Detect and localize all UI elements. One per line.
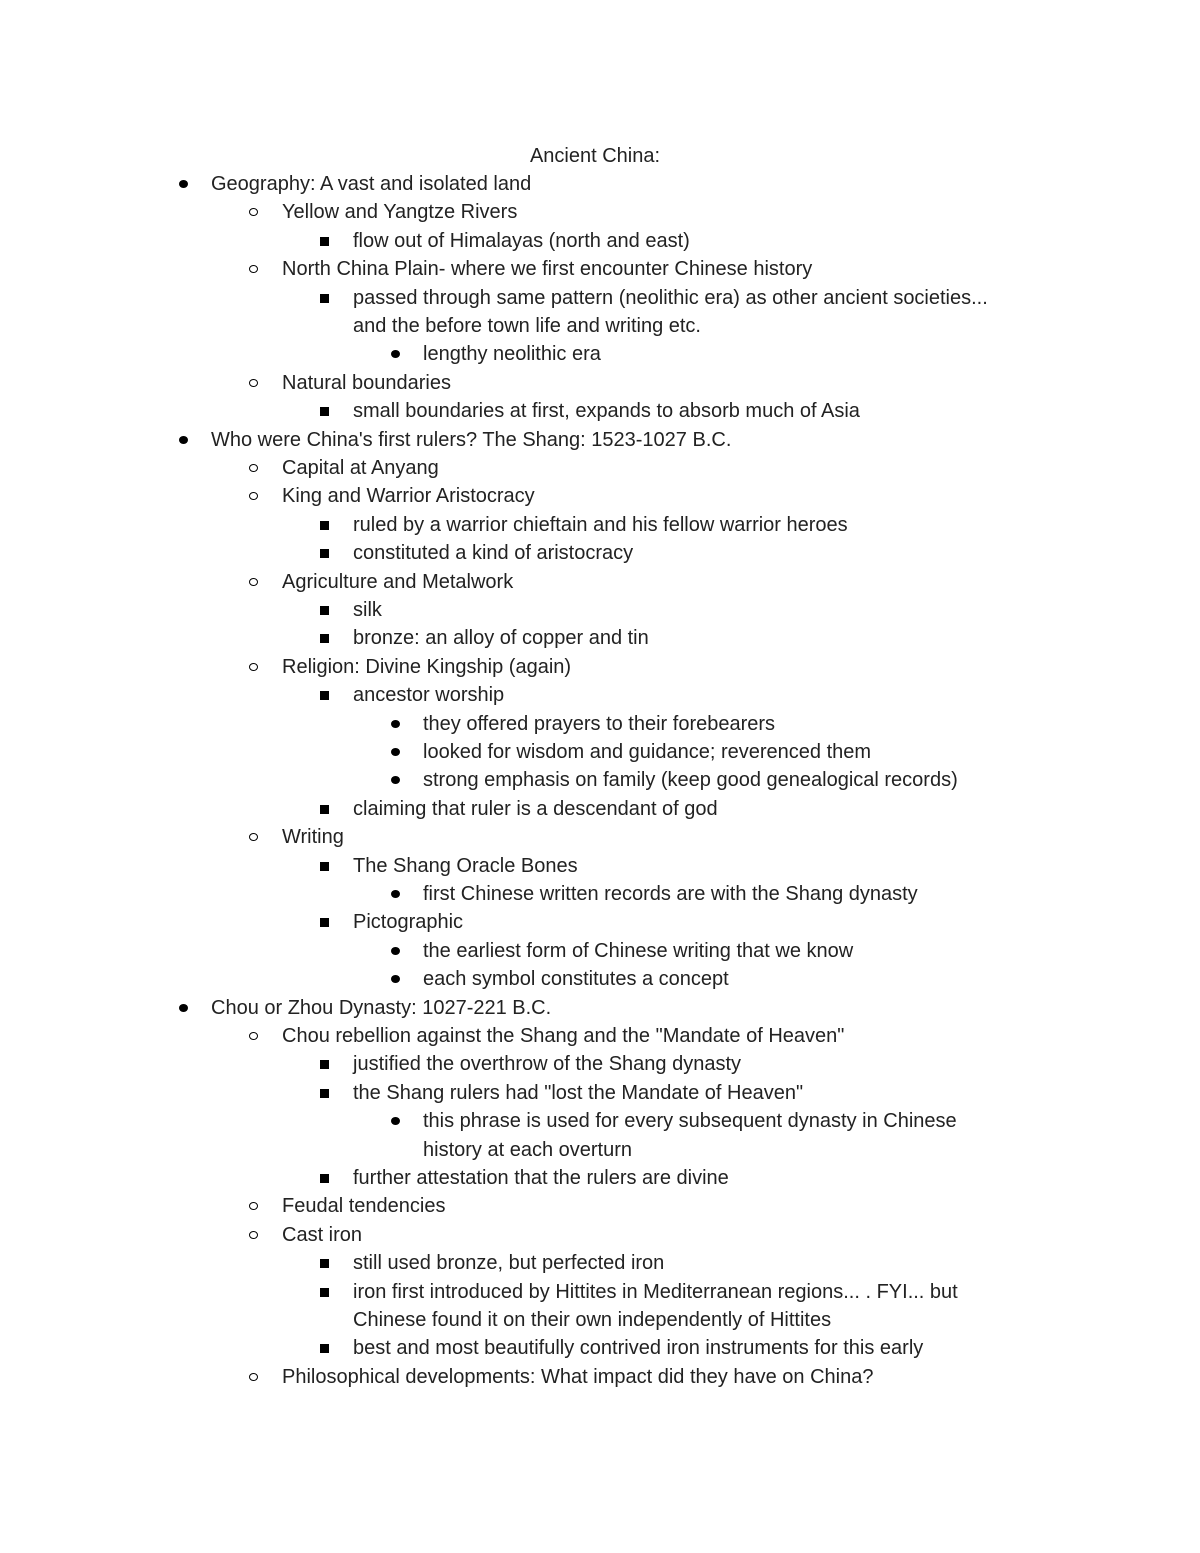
filled-dot-bullet-icon (391, 975, 400, 983)
square-bullet-icon (320, 549, 329, 558)
filled-dot-bullet-icon (391, 748, 400, 756)
outline-item-level-3: constituted a kind of aristocracy (353, 542, 634, 565)
filled-dot-bullet-icon (179, 436, 188, 444)
hollow-circle-bullet-icon (249, 1373, 258, 1381)
outline-item-level-4: lengthy neolithic era (423, 343, 601, 366)
outline-item-level-1: Geography: A vast and isolated land (211, 173, 532, 195)
outline-item-level-4: this phrase is used for every subsequent dynasty in Chinese (423, 1110, 957, 1133)
square-bullet-icon (320, 1174, 329, 1183)
filled-dot-bullet-icon (391, 776, 400, 784)
square-bullet-icon (320, 1089, 329, 1098)
filled-dot-bullet-icon (179, 1004, 188, 1012)
filled-dot-bullet-icon (391, 890, 400, 898)
outline-item-level-2: Chou rebellion against the Shang and the "Mandate of Heaven" (282, 1025, 845, 1047)
outline-item-level-4: looked for wisdom and guidance; reverenced them (423, 741, 872, 763)
filled-dot-bullet-icon (391, 350, 400, 358)
filled-dot-bullet-icon (391, 1117, 400, 1125)
square-bullet-icon (320, 294, 329, 303)
hollow-circle-bullet-icon (249, 265, 258, 273)
outline-item-level-2: Writing (282, 826, 344, 849)
outline-item-level-3: the Shang rulers had "lost the Mandate of Heaven" (353, 1081, 804, 1104)
outline-item-level-2: Religion: Divine Kingship (again) (282, 655, 572, 678)
outline-item-level-4: they offered prayers to their forebearers (423, 712, 776, 735)
outline-item-level-2: Philosophical developments: What impact did they have on China? (282, 1365, 874, 1388)
hollow-circle-bullet-icon (249, 663, 258, 671)
outline-item-level-3: justified the overthrow of the Shang dynasty (353, 1053, 742, 1076)
filled-dot-bullet-icon (391, 947, 400, 955)
outline-item-level-3: bronze: an alloy of copper and tin (353, 627, 649, 650)
outline-item-level-3: best and most beautifully contrived iron instruments for this early (353, 1337, 924, 1360)
square-bullet-icon (320, 1288, 329, 1297)
square-bullet-icon (320, 407, 329, 416)
outline-item-level-2: Agriculture and Metalwork (282, 570, 514, 593)
outline-item-level-3: passed through same pattern (neolithic era) as other ancient societies... (353, 286, 988, 309)
outline-item-level-3: flow out of Himalayas (north and east) (353, 229, 690, 252)
hollow-circle-bullet-icon (249, 379, 258, 387)
hollow-circle-bullet-icon (249, 578, 258, 586)
outline-item-level-2: King and Warrior Aristocracy (282, 485, 535, 508)
square-bullet-icon (320, 1259, 329, 1268)
outline-item-continuation: history at each overturn (423, 1138, 632, 1161)
outline-item-level-2: Feudal tendencies (282, 1195, 446, 1218)
outline-item-continuation: and the before town life and writing etc. (353, 315, 701, 337)
hollow-circle-bullet-icon (249, 492, 258, 500)
square-bullet-icon (320, 918, 329, 927)
hollow-circle-bullet-icon (249, 1032, 258, 1040)
hollow-circle-bullet-icon (249, 208, 258, 216)
outline-item-level-3: claiming that ruler is a descendant of god (353, 797, 718, 820)
outline-item-level-3: still used bronze, but perfected iron (353, 1252, 665, 1275)
outline-item-level-3: further attestation that the rulers are divine (353, 1167, 729, 1189)
outline-item-level-2: Natural boundaries (282, 371, 451, 394)
square-bullet-icon (320, 237, 329, 246)
square-bullet-icon (320, 862, 329, 871)
outline-item-level-3: iron first introduced by Hittites in Mediterranean regions... . FYI... but (353, 1280, 958, 1303)
outline-item-level-3: silk (353, 599, 382, 621)
outline-item-level-3: small boundaries at first, expands to absorb much of Asia (353, 400, 860, 423)
outline-item-level-3: ruled by a warrior chieftain and his fellow warrior heroes (353, 513, 848, 536)
outline-item-continuation: Chinese found it on their own independently of Hittites (353, 1309, 832, 1331)
square-bullet-icon (320, 691, 329, 700)
outline-item-level-2: Cast iron (282, 1223, 363, 1246)
outline-item-level-4: each symbol constitutes a concept (423, 968, 729, 991)
outline-item-level-2: Capital at Anyang (282, 457, 439, 479)
hollow-circle-bullet-icon (249, 1202, 258, 1210)
outline-item-level-2: North China Plain- where we first encounter Chinese history (282, 258, 813, 281)
document-title: Ancient China: (529, 145, 661, 167)
outline-item-level-4: first Chinese written records are with the Shang dynasty (423, 883, 918, 905)
square-bullet-icon (320, 634, 329, 643)
outline-item-level-4: strong emphasis on family (keep good genealogical records) (423, 769, 958, 792)
square-bullet-icon (320, 606, 329, 615)
outline-item-level-1: Chou or Zhou Dynasty: 1027-221 B.C. (211, 996, 552, 1019)
outline-item-level-3: Pictographic (353, 911, 464, 934)
outline-item-level-2: Yellow and Yangtze Rivers (282, 201, 518, 224)
outline-item-level-4: the earliest form of Chinese writing that we know (423, 939, 854, 962)
outline-item-level-3: ancestor worship (353, 684, 505, 707)
square-bullet-icon (320, 1344, 329, 1353)
hollow-circle-bullet-icon (249, 1231, 258, 1239)
outline-item-level-3: The Shang Oracle Bones (353, 854, 578, 877)
outline-item-level-1: Who were China's first rulers? The Shang: 1523-1027 B.C. (211, 428, 732, 451)
square-bullet-icon (320, 1060, 329, 1069)
filled-dot-bullet-icon (179, 180, 188, 188)
hollow-circle-bullet-icon (249, 833, 258, 841)
square-bullet-icon (320, 521, 329, 530)
hollow-circle-bullet-icon (249, 464, 258, 472)
filled-dot-bullet-icon (391, 720, 400, 728)
square-bullet-icon (320, 805, 329, 814)
